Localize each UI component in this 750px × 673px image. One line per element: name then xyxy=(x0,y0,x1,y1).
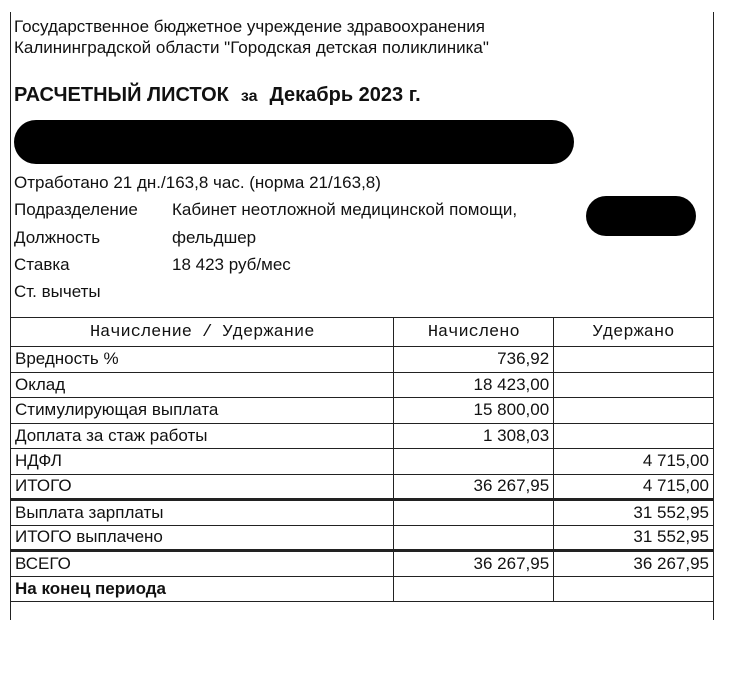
position-value: фельдшер xyxy=(172,228,257,247)
row-withheld: 4 715,00 xyxy=(554,474,714,500)
header-item: Начисление / Удержание xyxy=(11,318,394,347)
row-accrued: 15 800,00 xyxy=(394,398,554,424)
rate-value: 18 423 руб/мес xyxy=(172,255,291,274)
row-label: ИТОГО выплачено xyxy=(11,525,394,551)
row-label: Стимулирующая выплата xyxy=(11,398,394,424)
table-row xyxy=(11,525,714,551)
row-label: Выплата зарплаты xyxy=(11,500,394,526)
table-row xyxy=(11,423,714,449)
table-row xyxy=(11,474,714,500)
row-label: Доплата за стаж работы xyxy=(11,423,394,449)
row-withheld xyxy=(554,576,714,602)
row-withheld xyxy=(554,423,714,449)
row-accrued: 36 267,95 xyxy=(394,551,554,577)
table-row xyxy=(11,576,714,602)
redaction-name xyxy=(14,120,574,164)
worked-hours: Отработано 21 дн./163,8 час. (норма 21/163,8) xyxy=(14,173,381,192)
row-withheld xyxy=(554,398,714,424)
title-text: РАСЧЕТНЫЙ ЛИСТОК xyxy=(14,84,229,106)
row-label: Вредность % xyxy=(11,347,394,373)
row-label: Оклад xyxy=(11,372,394,398)
row-withheld: 31 552,95 xyxy=(554,525,714,551)
payroll-table xyxy=(10,317,714,602)
rate-label: Ставка xyxy=(14,255,70,274)
organization-line-2: Калининградской области "Городская детская поликлиника" xyxy=(14,38,489,57)
table-row xyxy=(11,551,714,577)
payslip-title xyxy=(14,84,421,107)
table-row xyxy=(11,372,714,398)
position-label: Должность xyxy=(14,228,101,247)
row-label: На конец периода xyxy=(11,576,394,602)
row-accrued xyxy=(394,576,554,602)
header-withheld: Удержано xyxy=(554,318,714,347)
row-withheld: 36 267,95 xyxy=(554,551,714,577)
organization-name xyxy=(14,16,489,58)
row-accrued: 36 267,95 xyxy=(394,474,554,500)
deductions-label: Ст. вычеты xyxy=(14,282,101,301)
table-header-row xyxy=(11,318,714,347)
row-accrued xyxy=(394,449,554,475)
row-withheld: 4 715,00 xyxy=(554,449,714,475)
division-value: Кабинет неотложной медицинской помощи, xyxy=(172,200,518,219)
row-accrued: 736,92 xyxy=(394,347,554,373)
organization-line-1: Государственное бюджетное учреждение здравоохранения xyxy=(14,17,485,36)
header-accrued: Начислено xyxy=(394,318,554,347)
row-label: НДФЛ xyxy=(11,449,394,475)
row-accrued: 18 423,00 xyxy=(394,372,554,398)
table-row xyxy=(11,500,714,526)
table-row xyxy=(11,398,714,424)
row-accrued xyxy=(394,525,554,551)
table-row xyxy=(11,449,714,475)
redaction-division xyxy=(586,196,696,236)
table-row xyxy=(11,347,714,373)
row-withheld xyxy=(554,372,714,398)
row-accrued: 1 308,03 xyxy=(394,423,554,449)
title-for: за xyxy=(240,88,258,105)
row-withheld xyxy=(554,347,714,373)
row-label: ВСЕГО xyxy=(11,551,394,577)
division-label: Подразделение xyxy=(14,200,138,219)
row-withheld: 31 552,95 xyxy=(554,500,714,526)
title-period: Декабрь 2023 г. xyxy=(269,84,421,106)
row-accrued xyxy=(394,500,554,526)
row-label: ИТОГО xyxy=(11,474,394,500)
